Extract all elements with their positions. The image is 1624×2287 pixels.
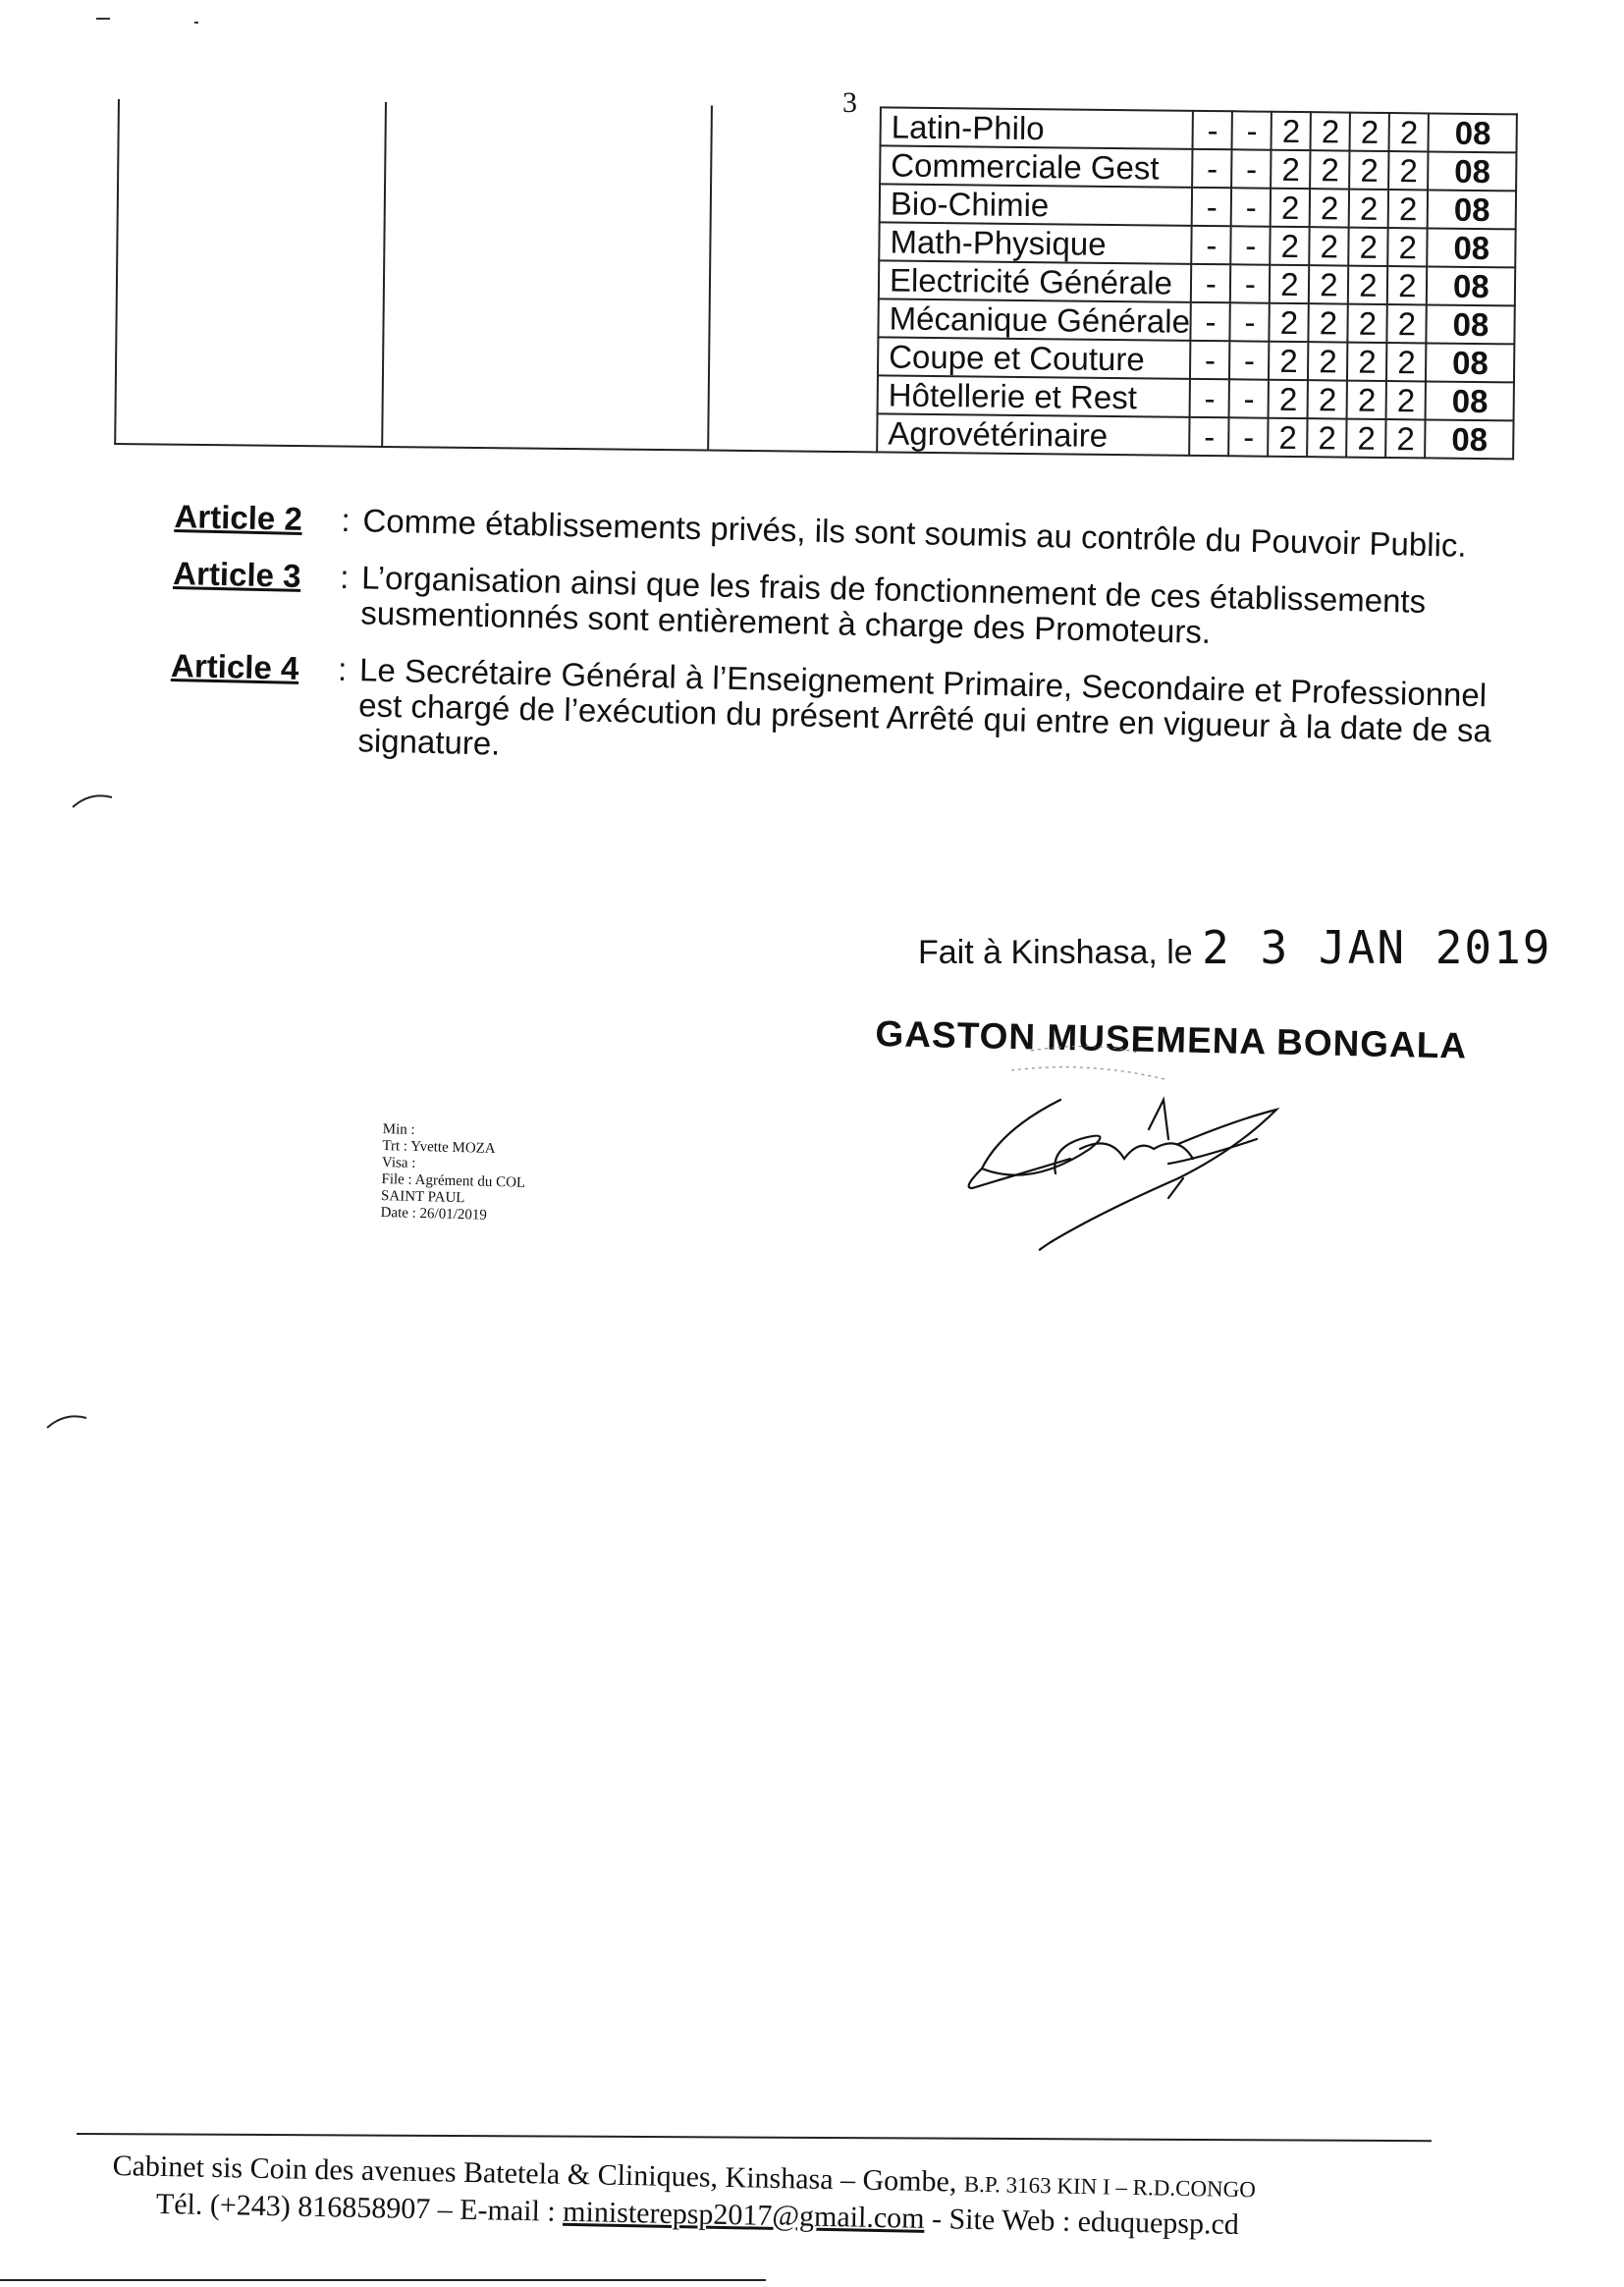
routing-date: Date : 26/01/2019: [380, 1204, 488, 1224]
routing-visa: Visa :: [381, 1154, 416, 1171]
level-4-cell: 2: [1311, 112, 1350, 150]
table-row: [119, 99, 1518, 152]
level-2-cell: -: [1229, 341, 1269, 379]
level-4-cell: 2: [1309, 303, 1348, 342]
footer-divider: [77, 2133, 1432, 2142]
footer-postal: B.P. 3163 KIN I – R.D.CONGO: [963, 2171, 1257, 2203]
total-cell: 08: [1427, 266, 1515, 305]
level-2-cell: -: [1230, 264, 1270, 302]
footer-website: - Site Web : eduquepsp.cd: [931, 2203, 1240, 2242]
level-5-cell: 2: [1347, 381, 1386, 419]
level-3-cell: 2: [1270, 265, 1309, 303]
subject-cell: Coupe et Couture: [878, 337, 1191, 378]
total-cell: 08: [1429, 113, 1517, 152]
level-2-cell: -: [1232, 111, 1272, 149]
level-5-cell: 2: [1348, 304, 1387, 343]
total-cell: 08: [1426, 343, 1514, 382]
level-6-cell: 2: [1388, 228, 1428, 266]
level-5-cell: 2: [1349, 190, 1388, 228]
level-4-cell: 2: [1310, 189, 1349, 227]
footer-address: Cabinet sis Coin des avenues Batetela & Cliniques, Kinshasa – Gombe,: [112, 2149, 957, 2199]
footer: [112, 2149, 1448, 2247]
level-2-cell: -: [1231, 149, 1271, 188]
level-6-cell: 2: [1387, 266, 1427, 304]
level-4-cell: 2: [1310, 150, 1349, 189]
level-4-cell: 2: [1309, 265, 1348, 303]
total-cell: 08: [1425, 419, 1513, 459]
article-4: [169, 648, 1506, 785]
level-5-cell: 2: [1346, 419, 1385, 458]
level-1-cell: -: [1191, 264, 1230, 302]
routing-note: [380, 1121, 526, 1225]
level-2-cell: -: [1228, 417, 1268, 456]
level-6-cell: 2: [1387, 304, 1427, 343]
level-1-cell: -: [1190, 417, 1229, 456]
footer-phone: Tél. (+243) 816858907 – E-mail :: [155, 2187, 557, 2228]
article-colon: :: [339, 558, 350, 596]
subject-cell: Agrovétérinaire: [877, 413, 1190, 455]
level-6-cell: 2: [1388, 151, 1428, 190]
hole-punch-mark: [43, 1406, 92, 1436]
level-3-cell: 2: [1269, 342, 1308, 380]
level-6-cell: 2: [1389, 113, 1429, 151]
hole-punch-mark: [69, 786, 118, 815]
subject-cell: Latin-Philo: [881, 107, 1194, 148]
level-2-cell: -: [1231, 226, 1271, 264]
subject-cell: Commerciale Gest: [880, 145, 1193, 187]
footer-bottom-rule: [0, 2279, 766, 2281]
article-colon: :: [341, 501, 352, 539]
level-5-cell: 2: [1348, 266, 1387, 304]
level-5-cell: 2: [1350, 113, 1389, 151]
articles-section: [169, 499, 1510, 806]
level-3-cell: 2: [1271, 189, 1310, 227]
level-3-cell: 2: [1271, 150, 1310, 189]
article-label: Article 3: [172, 554, 301, 594]
table-body: [115, 99, 1517, 459]
article-text: Le Secrétaire Général à l’Enseignement Primaire, Secondaire et Professionnel est chargé de l’exécution du présent Arrêté qui entre en vigueur à la date de sa signature.: [357, 651, 1492, 762]
date-stamp: 2 3 JAN 2019: [1202, 921, 1552, 974]
place-and-date: [918, 921, 1552, 974]
level-5-cell: 2: [1347, 343, 1386, 381]
total-cell: 08: [1428, 228, 1516, 267]
footer-email-link[interactable]: ministerepsp2017@gmail.com: [562, 2195, 925, 2235]
level-5-cell: 2: [1349, 151, 1388, 190]
scan-mark: [96, 18, 110, 20]
article-text: Comme établissements privés, ils sont soumis au contrôle du Pouvoir Public.: [362, 502, 1468, 564]
level-3-cell: 2: [1270, 303, 1309, 342]
routing-file-2: SAINT PAUL: [380, 1187, 465, 1207]
blank-column-1: [115, 99, 386, 447]
article-label: Article 4: [170, 646, 299, 686]
signatory-name: GASTON MUSEMENA BONGALA: [875, 1013, 1468, 1066]
level-6-cell: 2: [1385, 419, 1425, 458]
article-colon: :: [337, 650, 348, 688]
subjects-table-wrapper: [113, 98, 1580, 526]
level-3-cell: 2: [1271, 227, 1310, 265]
subjects-table: [114, 98, 1518, 460]
blank-column-3: [708, 106, 881, 453]
article-label: Article 2: [174, 498, 303, 537]
subject-cell: Electricité Générale: [879, 260, 1192, 301]
total-cell: 08: [1426, 381, 1514, 420]
total-cell: 08: [1428, 151, 1516, 191]
subject-cell: Hôtellerie et Rest: [878, 375, 1191, 416]
blank-column-2: [382, 102, 712, 451]
article-text: L’organisation ainsi que les frais de fonctionnement de ces établissements susmentionnés sont entièrement à charge des Promoteurs.: [360, 559, 1427, 650]
level-2-cell: -: [1230, 302, 1270, 341]
level-1-cell: -: [1192, 188, 1231, 226]
handwritten-signature: [943, 1041, 1316, 1267]
level-6-cell: 2: [1388, 190, 1428, 228]
level-1-cell: -: [1193, 111, 1232, 149]
level-4-cell: 2: [1307, 418, 1346, 457]
level-5-cell: 2: [1349, 228, 1388, 266]
subject-cell: Math-Physique: [879, 222, 1192, 263]
level-4-cell: 2: [1308, 380, 1347, 418]
total-cell: 08: [1427, 304, 1515, 344]
level-3-cell: 2: [1272, 112, 1311, 150]
routing-min: Min :: [382, 1121, 415, 1138]
level-2-cell: -: [1229, 379, 1269, 417]
level-1-cell: -: [1190, 341, 1229, 379]
routing-trt: Trt : Yvette MOZA: [382, 1137, 496, 1158]
scan-mark: [194, 22, 198, 24]
level-4-cell: 2: [1308, 342, 1347, 380]
level-1-cell: -: [1190, 379, 1229, 417]
level-1-cell: -: [1192, 226, 1231, 264]
level-4-cell: 2: [1310, 227, 1349, 265]
level-6-cell: 2: [1386, 343, 1426, 381]
level-1-cell: -: [1191, 302, 1230, 341]
page-number: 3: [842, 86, 857, 119]
routing-file: File : Agrément du COL: [381, 1171, 526, 1191]
subject-cell: Bio-Chimie: [880, 184, 1193, 225]
place-text: Fait à Kinshasa, le: [918, 934, 1193, 971]
level-1-cell: -: [1192, 149, 1231, 188]
level-3-cell: 2: [1268, 418, 1307, 457]
level-2-cell: -: [1231, 188, 1271, 226]
total-cell: 08: [1428, 190, 1516, 229]
article-3: [172, 556, 1508, 657]
subject-cell: Mécanique Générale: [878, 299, 1191, 340]
level-3-cell: 2: [1269, 380, 1308, 418]
level-6-cell: 2: [1386, 381, 1426, 419]
